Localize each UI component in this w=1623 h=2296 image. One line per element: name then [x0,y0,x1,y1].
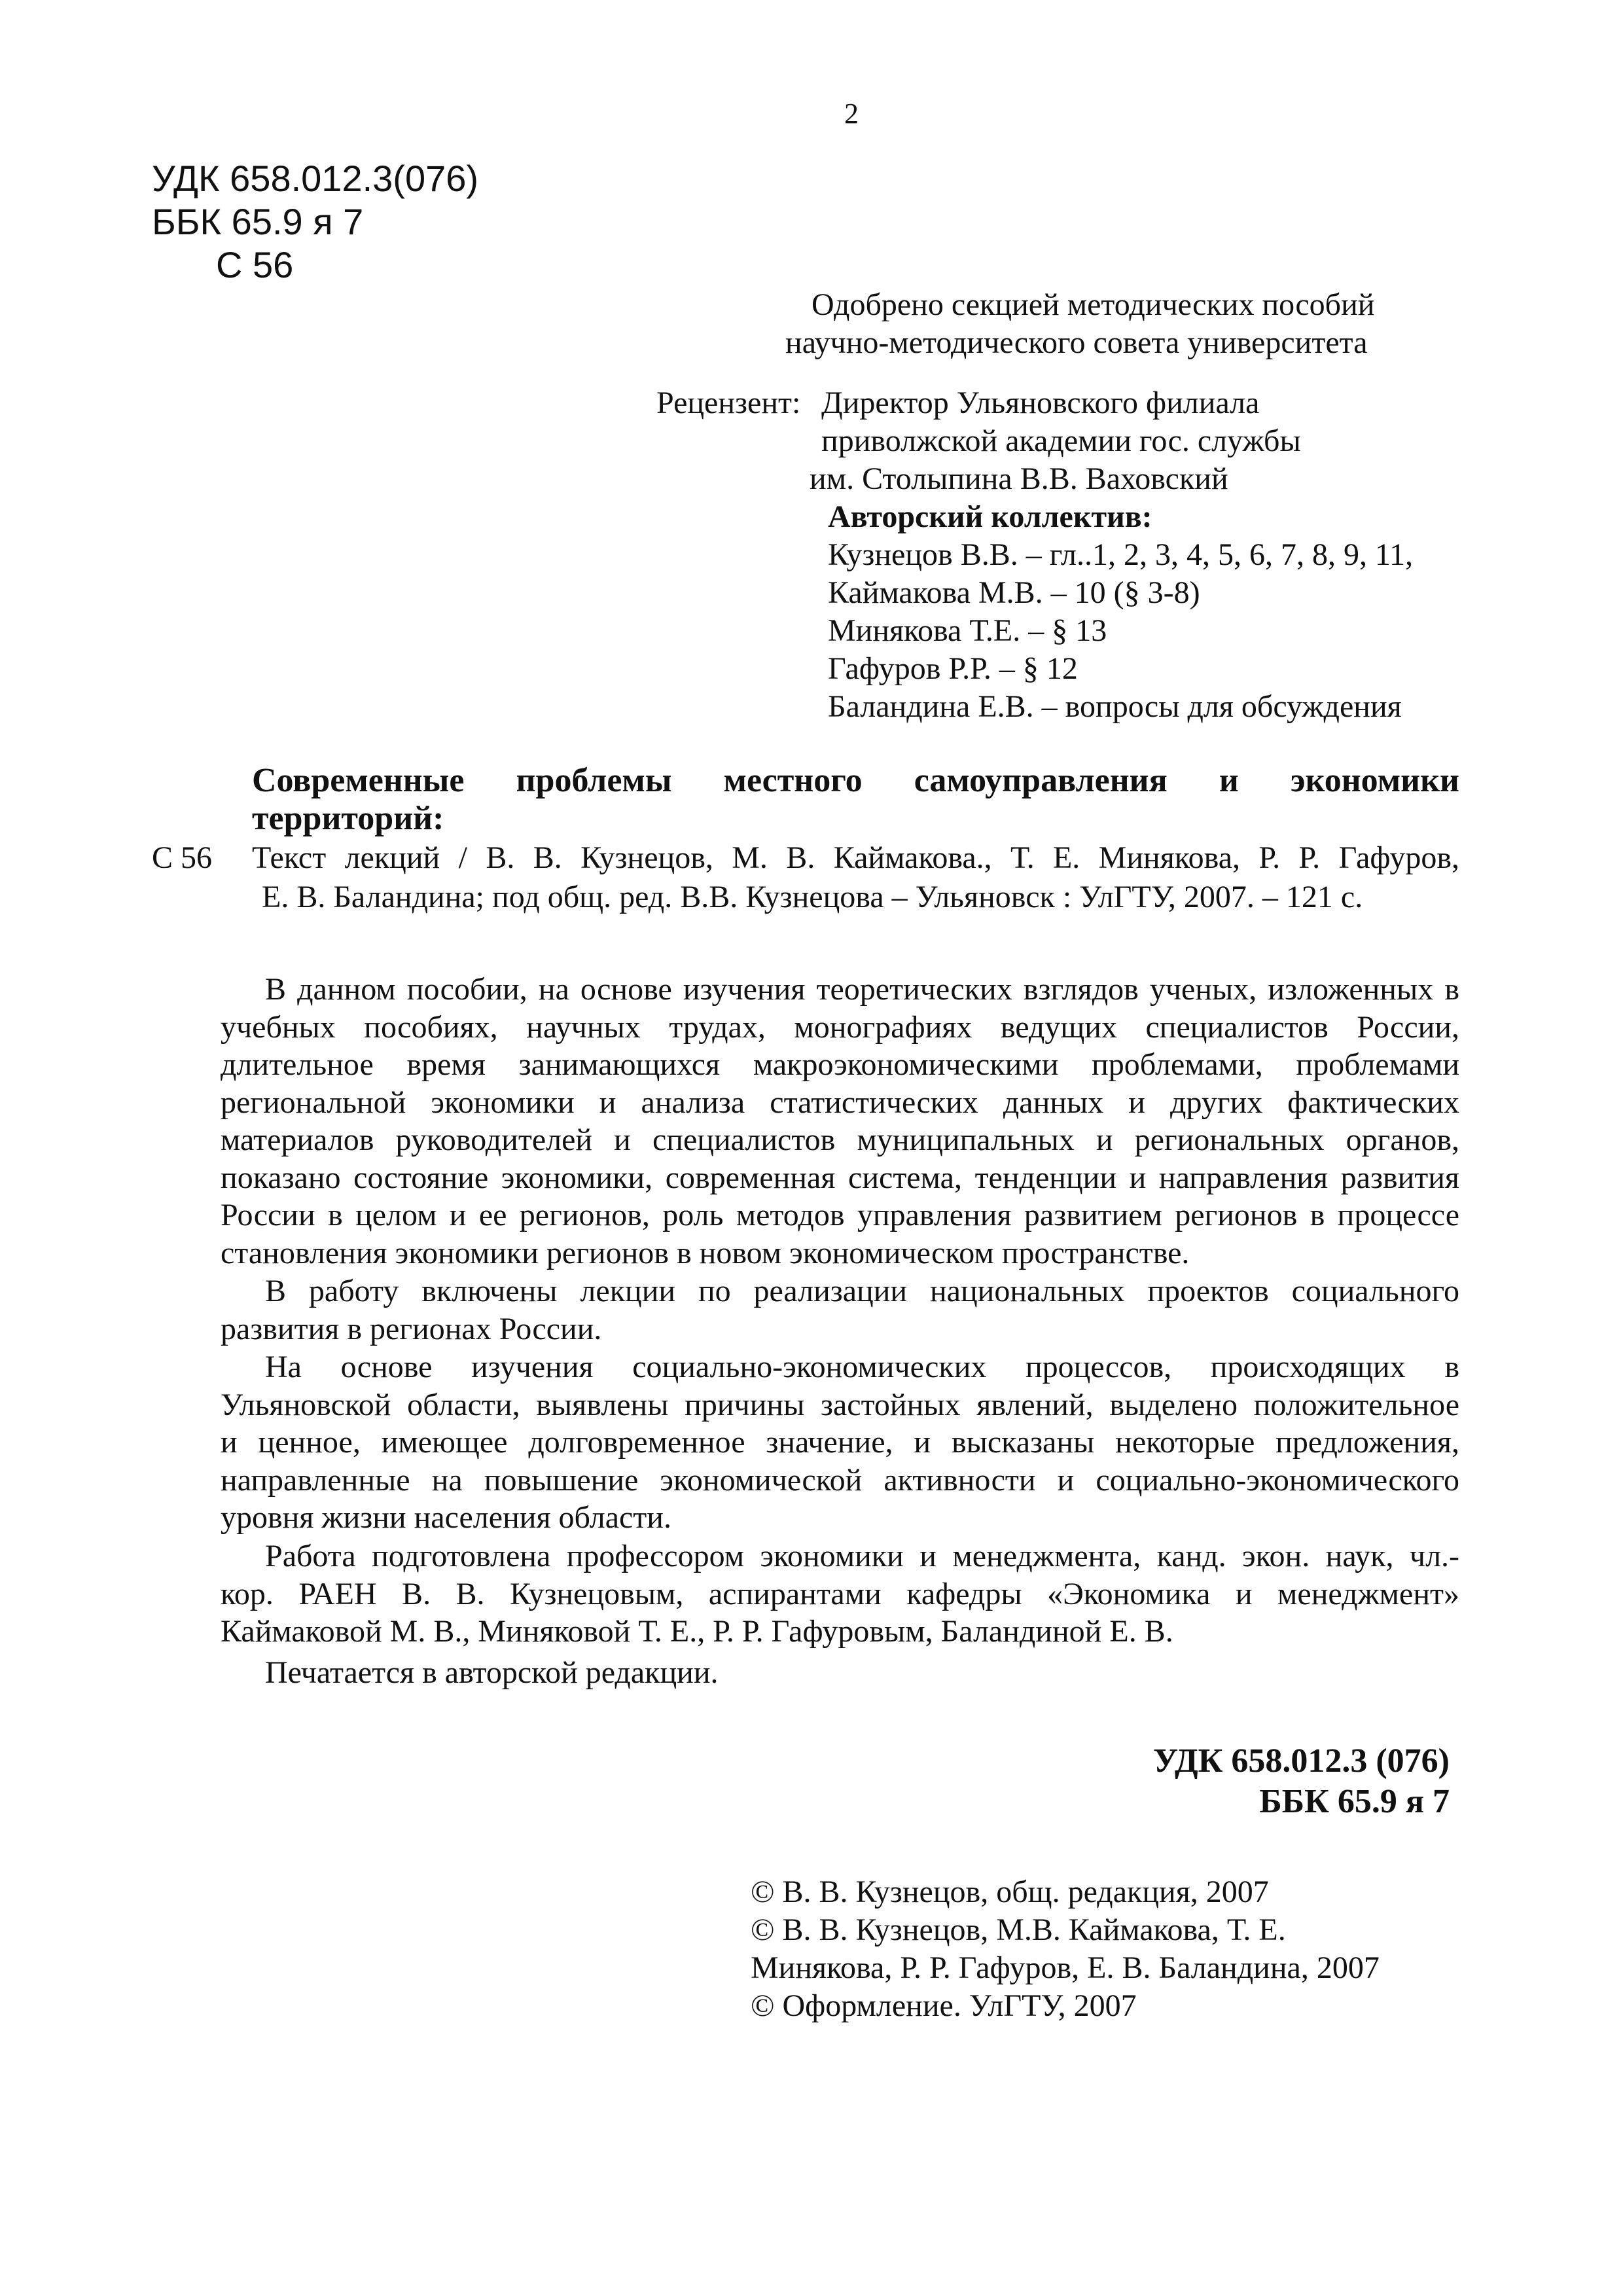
author-item: Баландина Е.В. – вопросы для обсуждения [828,689,1402,724]
abstract-line: В данном пособии, на основе изучения теоретических взглядов ученых, изложенных в [265,972,1459,1007]
abstract-line: кор. РАЕН В. В. Кузнецовым, аспирантами кафедры «Экономика и менеджмент» [221,1576,1459,1611]
author-item: Минякова Т.Е. – § 13 [828,613,1107,648]
abstract-line: становления экономики регионов в новом экономическом пространстве. [221,1235,1190,1270]
bbk-code-top: ББК 65.9 я 7 [152,201,364,242]
abstract-paragraph-4 [221,1537,1459,1651]
abstract-line: региональной экономики и анализа статистических данных и других фактических [221,1085,1459,1120]
abstract-line: учебных пособиях, научных трудах, монографиях ведущих специалистов России, [221,1009,1459,1045]
catalog-description-line-2: Е. В. Баландина; под общ. ред. В.В. Кузнецова – Ульяновск : УлГТУ, 2007. – 121 с. [262,880,1363,914]
abstract-paragraph-5: Печатается в авторской редакции. [265,1655,719,1690]
author-item: Каймакова М.В. – 10 (§ 3-8) [828,575,1200,610]
author-mark-top: С 56 [216,244,294,285]
abstract-line: России в целом и ее регионов, роль методов управления развитием регионов в процессе [221,1198,1459,1232]
reviewer-line-2: приволжской академии гос. службы [821,423,1301,458]
bbk-code-bottom: ББК 65.9 я 7 [1259,1783,1450,1820]
abstract-line: На основе изучения социально-экономических процессов, происходящих в [265,1350,1459,1384]
author-item: Кузнецов В.В. – гл..1, 2, 3, 4, 5, 6, 7, 8, 9, 11, [828,537,1414,572]
catalog-mark: С 56 [152,840,213,875]
udk-code-bottom: УДК 658.012.3 (076) [1152,1742,1450,1780]
author-item: Гафуров Р.Р. – § 12 [828,651,1078,686]
abstract-line: длительное время занимающихся макроэкономическими проблемами, проблемами [221,1047,1459,1082]
approval-line-2: научно-методического совета университета [785,325,1368,360]
udk-code-top: УДК 658.012.3(076) [152,158,479,199]
abstract-line: и ценное, имеющее долговременное значение, и высказаны некоторые предложения, [221,1425,1459,1460]
approval-line-1: Одобрено секцией методических пособий [812,287,1375,322]
copyright-line-3: Минякова, Р. Р. Гафуров, Е. В. Баландина, 2007 [751,1950,1380,1985]
abstract-line: материалов руководителей и специалистов муниципальных и региональных органов, [221,1122,1459,1157]
abstract-line: Работа подготовлена профессором экономики и менеджмента, канд. экон. наук, чл.- [265,1539,1459,1573]
copyright-line-1: © В. В. Кузнецов, общ. редакция, 2007 [751,1874,1269,1909]
abstract-line: Ульяновской области, выявлены причины застойных явлений, выделено положительное [221,1387,1459,1422]
reviewer-label: Рецензент: [656,386,801,420]
authors-heading: Авторский коллектив: [828,499,1152,534]
abstract-line: Каймаковой М. В., Миняковой Т. Е., Р. Р. Гафуровым, Баландиной Е. В. [221,1614,1173,1649]
abstract-line: развития в регионах России. [221,1311,602,1346]
book-title-line-1: Современные проблемы местного самоуправления и экономики [252,762,1459,799]
reviewer-line-3: им. Столыпина В.В. Ваховский [810,461,1228,496]
abstract-line: уровня жизни населения области. [221,1500,671,1535]
abstract-paragraph-1 [221,971,1459,1272]
reviewer-line-1: Директор Ульяновского филиала [821,386,1260,420]
abstract-line: направленные на повышение экономической активности и социально-экономического [221,1462,1459,1498]
abstract-paragraph-2 [221,1272,1459,1348]
copyright-line-2: © В. В. Кузнецов, М.В. Каймакова, Т. Е. [751,1912,1286,1947]
catalog-description-line-1: Текст лекций / В. В. Кузнецов, М. В. Каймакова., Т. Е. Минякова, Р. Р. Гафуров, [252,840,1459,875]
copyright-line-4: © Оформление. УлГТУ, 2007 [751,1988,1137,2023]
book-title-line-2: территорий: [252,800,444,837]
page-number: 2 [844,98,859,130]
abstract-line: показано состояние экономики, современная система, тенденции и направления развития [221,1160,1459,1195]
abstract-line: В работу включены лекции по реализации национальных проектов социального [265,1274,1459,1308]
abstract-paragraph-3 [221,1348,1459,1537]
